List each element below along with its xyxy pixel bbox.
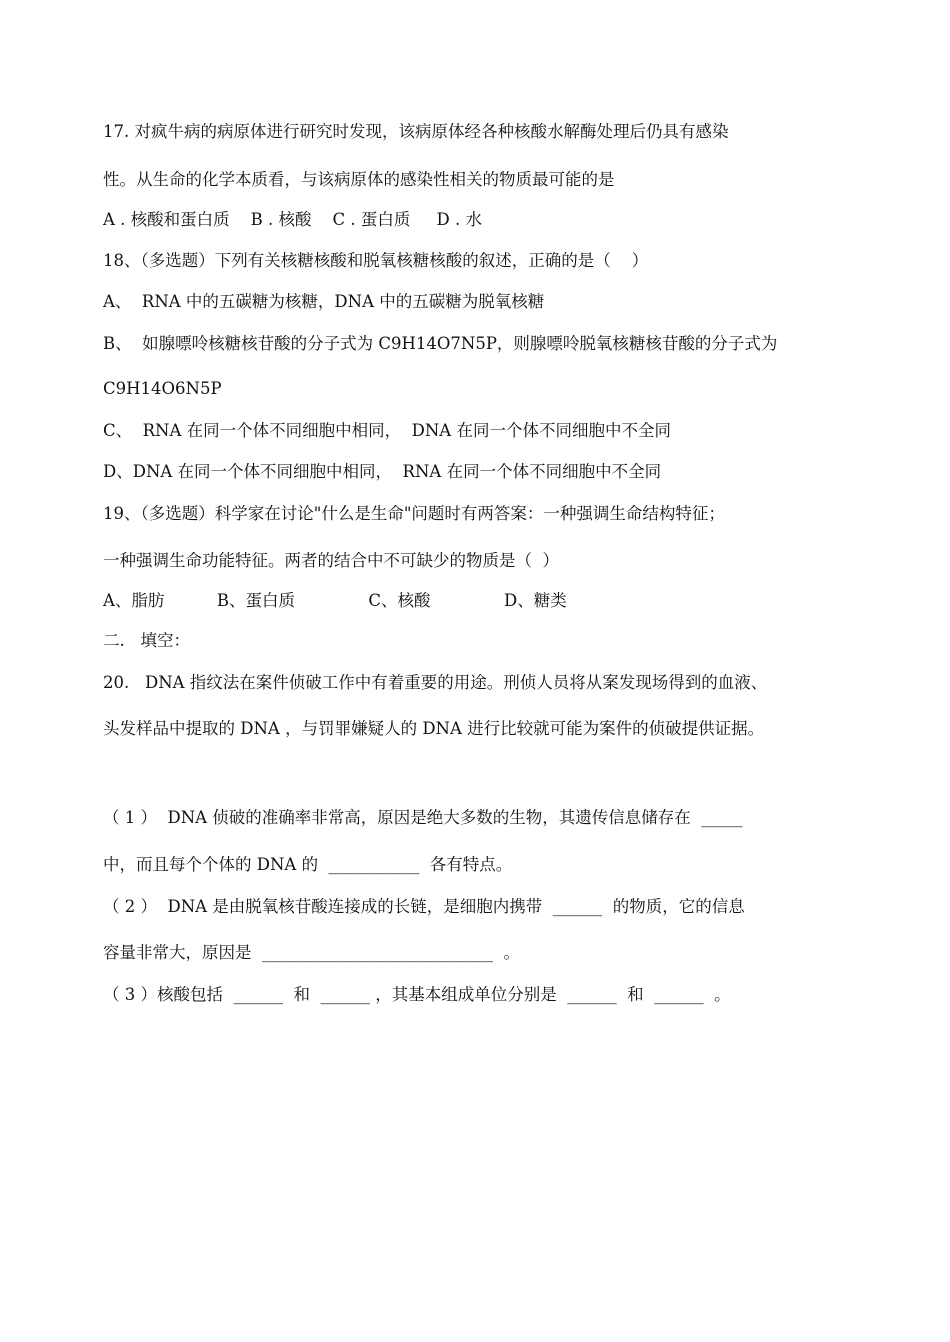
q20-part1-line2: 中，而且每个个体的 DNA 的 ___________ 各有特点。	[103, 855, 513, 874]
q18-option-c: C、 RNA 在同一个体不同细胞中相同， DNA 在同一个体不同细胞中不全同	[103, 421, 671, 440]
section-heading: 二. 填空：	[103, 631, 190, 650]
q20-part3: （ 3 ）核酸包括 ______ 和 ______ ，其基本组成单位分别是 ______ 和 ______ 。	[103, 985, 731, 1004]
q20-part2-line2: 容量非常大，原因是 ____________________________ 。	[103, 943, 520, 962]
q18-option-a: A、 RNA 中的五碳糖为核糖，DNA 中的五碳糖为脱氧核糖	[103, 292, 545, 311]
q18-option-b-line2: C9H14O6N5P	[103, 379, 222, 398]
q17-options: A . 核酸和蛋白质 B . 核酸 C . 蛋白质 D . 水	[103, 210, 483, 229]
q20-part1-line1: （ 1 ） DNA 侦破的准确率非常高，原因是绝大多数的生物，其遗传信息储存在 _____	[103, 808, 743, 827]
q19-options: A、脂肪 B、蛋白质 C、核酸 D、糖类	[103, 591, 567, 610]
q17-line2: 性。从生命的化学本质看，与该病原体的感染性相关的物质最可能的是	[103, 170, 615, 189]
q19-line1: 19、（多选题）科学家在讨论"什么是生命"问题时有两答案：一种强调生命结构特征；	[103, 504, 725, 523]
q18-option-b-line1: B、 如腺嘌呤核糖核苷酸的分子式为 C9H14O7N5P，则腺嘌呤脱氧核糖核苷酸的分子式为	[103, 334, 778, 353]
q18-option-d: D、DNA 在同一个体不同细胞中相同， RNA 在同一个体不同细胞中不全同	[103, 462, 662, 481]
q17-line1: 17. 对疯牛病的病原体进行研究时发现，该病原体经各种核酸水解酶处理后仍具有感染	[103, 122, 729, 141]
q18-stem: 18、（多选题）下列有关核糖核酸和脱氧核糖核酸的叙述，正确的是（ ）	[103, 251, 649, 270]
q20-part2-line1: （ 2 ） DNA 是由脱氧核苷酸连接成的长链，是细胞内携带 ______ 的物质，它的信息	[103, 897, 745, 916]
q20-line2: 头发样品中提取的 DNA ，与罚罪嫌疑人的 DNA 进行比较就可能为案件的侦破提供证据。	[103, 719, 765, 738]
q19-line2: 一种强调生命功能特征。两者的结合中不可缺少的物质是（ ）	[103, 551, 559, 570]
q20-line1: 20. DNA 指纹法在案件侦破工作中有着重要的用途。刑侦人员将从案发现场得到的血液、	[103, 673, 768, 692]
